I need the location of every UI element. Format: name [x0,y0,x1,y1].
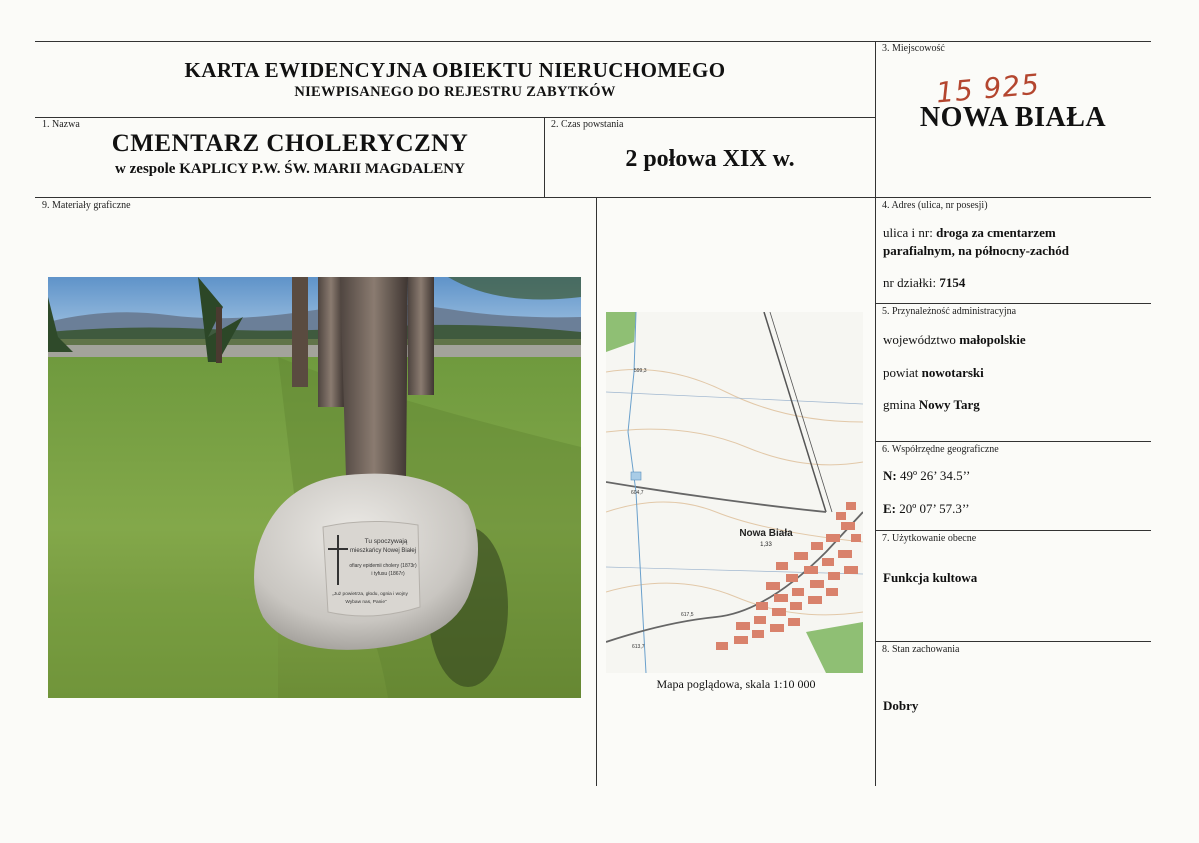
plot-prefix: nr działki: [883,275,940,290]
overview-map [606,312,863,673]
admin-voivodeship [883,331,1026,349]
admin-label: 5. Przynależność administracyjna [882,306,1017,317]
handwritten-number: 15 925 [934,67,1042,110]
map-caption: Mapa poglądowa, skala 1:10 000 [656,677,816,691]
plaque-line-5: „Już powietrza, głodu, ognia i wojny [332,592,408,597]
map-elev-3: 617,5 [681,612,694,618]
usage-text: Funkcja kultowa [883,570,978,585]
condition-label: 8. Stan zachowania [882,644,960,655]
county-prefix: powiat [883,365,922,380]
card-subtitle: NIEWPISANEGO DO REJESTRU ZABYTKÓW [294,84,616,100]
name-row-divider [35,117,875,118]
map-town-label: Nowa Biała [739,528,793,539]
address-plot [883,274,965,292]
north-value: 49º 26’ 34.5’’ [899,468,971,483]
admin-county [883,364,984,382]
header-bottom-divider [35,197,1151,198]
locality-value: NOWA BIAŁA [919,102,1107,133]
map-elev-2: 604,7 [631,490,644,496]
usage-value [883,569,977,587]
object-ensemble: w zespole KAPLICY P.W. ŚW. MARII MAGDALENY [115,161,465,177]
object-name: CMENTARZ CHOLERYCZNY [111,130,469,157]
admin-divider [875,303,1151,304]
plaque-line-1: Tu spoczywają [364,538,408,545]
admin-commune [883,396,980,414]
coords-north [883,467,970,485]
locality-label: 3. Miejscowość [882,43,945,54]
address-street [883,224,1069,260]
map-town-sub: 1,33 [760,542,772,548]
east-prefix: E: [883,501,900,516]
card-title: KARTA EWIDENCYJNA OBIEKTU NIERUCHOMEGO [184,58,726,82]
commune-value: Nowy Targ [918,397,980,412]
plaque-line-4: i tyfusu (1867r) [371,571,405,577]
plaque-line-3: ofiary epidemii cholery (1873r) [349,563,417,569]
county-value: nowotarski [921,365,984,380]
street-prefix: ulica i nr: [883,225,937,240]
commune-prefix: gmina [883,397,919,412]
coords-divider [875,441,1151,442]
plaque-line-2: mieszkańcy Nowej Białej [349,548,417,554]
address-label: 4. Adres (ulica, nr posesji) [882,200,988,211]
street-value-line2: parafialnym, na północny-zachód [883,243,1069,258]
plot-value: 7154 [939,275,966,290]
graphics-label: 9. Materiały graficzne [42,200,131,211]
plaque-line-6: Wybaw nas, Panie” [345,600,387,605]
condition-divider [875,641,1151,642]
north-prefix: N: [883,468,900,483]
coords-label: 6. Współrzędne geograficzne [882,444,999,455]
condition-text: Dobry [883,698,919,713]
condition-value [883,697,918,715]
map-elev-4: 613,7 [632,644,645,650]
voivodeship-value: małopolskie [959,332,1026,347]
period-label: 2. Czas powstania [551,119,624,130]
street-value-line1: droga za cmentarzem [936,225,1056,240]
top-border [35,41,1151,42]
photo-map-divider [596,197,597,786]
voivodeship-prefix: województwo [883,332,960,347]
cemetery-photo [48,277,581,698]
east-value: 20º 07’ 57.3’’ [899,501,970,516]
main-column-divider [875,41,876,786]
usage-divider [875,530,1151,531]
map-elev-1: 599,3 [634,368,647,374]
period-value: 2 połowa XIX w. [625,146,795,172]
name-label: 1. Nazwa [42,119,80,130]
coords-east [883,500,970,518]
usage-label: 7. Użytkowanie obecne [882,533,977,544]
